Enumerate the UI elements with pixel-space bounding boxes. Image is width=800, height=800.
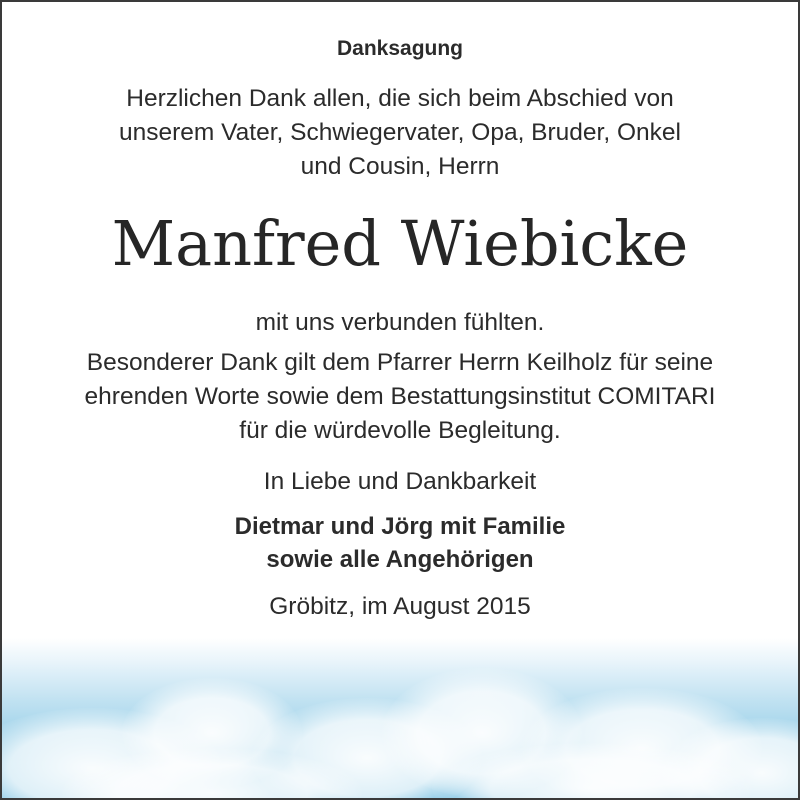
family-line: sowie alle Angehörigen <box>266 546 534 573</box>
special-thanks-line: Besonderer Dank gilt dem Pfarrer Herrn Keilholz für seine <box>86 349 714 376</box>
closing-line: In Liebe und Dankbarkeit <box>263 468 537 495</box>
special-thanks-line: ehrenden Worte sowie dem Bestattungsinstitut COMITARI <box>84 383 716 410</box>
intro-line: Herzlichen Dank allen, die sich beim Abschied von <box>126 85 674 112</box>
sky-clouds-image <box>2 638 798 798</box>
place-date: Gröbitz, im August 2015 <box>269 593 531 620</box>
intro-line: unserem Vater, Schwiegervater, Opa, Bruder, Onkel <box>119 119 681 146</box>
notice-heading: Danksagung <box>336 37 464 60</box>
family-signature <box>2 510 798 576</box>
special-thanks-paragraph <box>2 346 798 448</box>
family-line: Dietmar und Jörg mit Familie <box>234 513 566 540</box>
special-thanks-line: für die würdevolle Begleitung. <box>239 417 561 444</box>
intro-paragraph <box>2 82 798 184</box>
deceased-name: Manfred Wiebicke <box>111 207 689 280</box>
intro-line: und Cousin, Herrn <box>300 153 500 180</box>
connected-line: mit uns verbunden fühlten. <box>255 309 545 336</box>
